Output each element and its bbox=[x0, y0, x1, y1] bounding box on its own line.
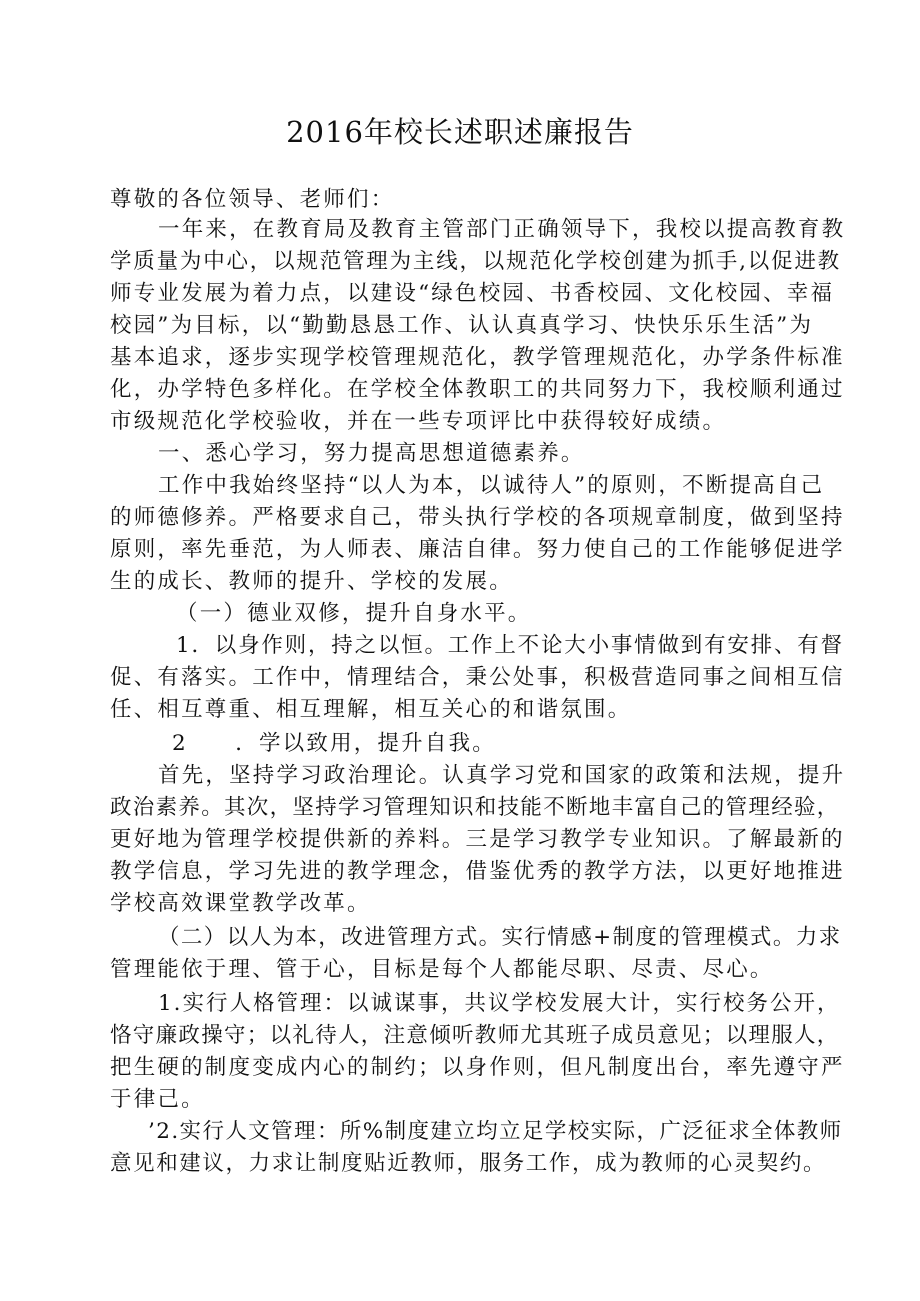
body-line: 教学信息，学习先进的教学理念，借鉴优秀的教学方法，以更好地推进 bbox=[110, 859, 845, 884]
body-line: 市级规范化学校验收，并在一些专项评比中获得较好成绩。 bbox=[110, 409, 727, 434]
body-line: 的师德修养。严格要求自己，带头执行学校的各项规章制度，做到坚持 bbox=[110, 505, 845, 530]
body-line: 原则，率先垂范，为人师表、廉洁自律。努力使自己的工作能够促进学 bbox=[110, 537, 845, 562]
body-line: 工作中我始终坚持“以人为本，以诚待人”的原则，不断提高自己 bbox=[158, 473, 825, 498]
body-line: ’2.实行人文管理：所%制度建立均立足学校实际，广泛征求全体教师 bbox=[148, 1119, 843, 1144]
body-line: 更好地为管理学校提供新的养料。三是学习教学专业知识。了解最新的 bbox=[110, 827, 845, 852]
body-line: 1．以身作则，持之以恒。工作上不论大小事情做到有安排、有督 bbox=[176, 633, 844, 658]
item-heading-2: 2 ．学以致用，提升自我。 bbox=[172, 731, 496, 756]
body-line: 校园”为目标，以“勤勤恳恳工作、认认真真学习、快快乐乐生活”为 bbox=[110, 313, 814, 338]
body-line: 把生硬的制度变成内心的制约；以身作则，但凡制度出台，率先遵守严 bbox=[110, 1055, 845, 1080]
subsection-heading-2: （二）以人为本，改进管理方式。实行情感+制度的管理模式。力求 bbox=[158, 925, 842, 950]
body-line: 学校高效课堂教学改革。 bbox=[110, 891, 371, 916]
body-line: 基本追求，逐步实现学校管理规范化，教学管理规范化，办学条件标准 bbox=[110, 345, 845, 370]
body-line: 首先，坚持学习政治理论。认真学习党和国家的政策和法规，提升 bbox=[158, 763, 846, 788]
body-line: 意见和建议，力求让制度贴近教师，服务工作，成为教师的心灵契约。 bbox=[110, 1151, 827, 1176]
body-line: 管理能依于理、管于心，目标是每个人都能尽职、尽责、尽心。 bbox=[110, 957, 774, 982]
body-line: 生的成长、教师的提升、学校的发展。 bbox=[110, 569, 513, 594]
section-heading-1: 一、悉心学习，努力提高思想道德素养。 bbox=[158, 441, 585, 466]
body-line: 学质量为中心，以规范管理为主线，以规范化学校创建为抓手,以促进教 bbox=[110, 249, 841, 274]
body-line: 于律己。 bbox=[110, 1087, 205, 1112]
body-line: 一年来，在教育局及教育主管部门正确领导下，我校以提高教育教 bbox=[158, 217, 846, 242]
body-line: 师专业发展为着力点，以建设“绿色校园、书香校园、文化校园、幸福 bbox=[110, 281, 835, 306]
body-line: 促、有落实。工作中，情理结合，秉公处事，积极营造同事之间相互信 bbox=[110, 665, 845, 690]
body-line: 1.实行人格管理：以诚谋事，共议学校发展大计，实行校务公开， bbox=[158, 991, 841, 1016]
body-line: 政治素养。其次，坚持学习管理知识和技能不断地丰富自己的管理经验， bbox=[110, 795, 840, 820]
body-line: 恪守廉政操守；以礼待人，注意倾听教师尤其班子成员意见；以理服人， bbox=[110, 1023, 840, 1048]
salutation-line: 尊敬的各位领导、老师们： bbox=[110, 187, 395, 212]
body-line: 化，办学特色多样化。在学校全体教职工的共同努力下，我校顺利通过 bbox=[110, 377, 845, 402]
body-line: 任、相互尊重、相互理解，相互关心的和谐氛围。 bbox=[110, 697, 632, 722]
document-title: 2016年校长述职述廉报告 bbox=[286, 115, 634, 149]
subsection-heading-1: （一）德业双修，提升自身水平。 bbox=[176, 601, 532, 626]
